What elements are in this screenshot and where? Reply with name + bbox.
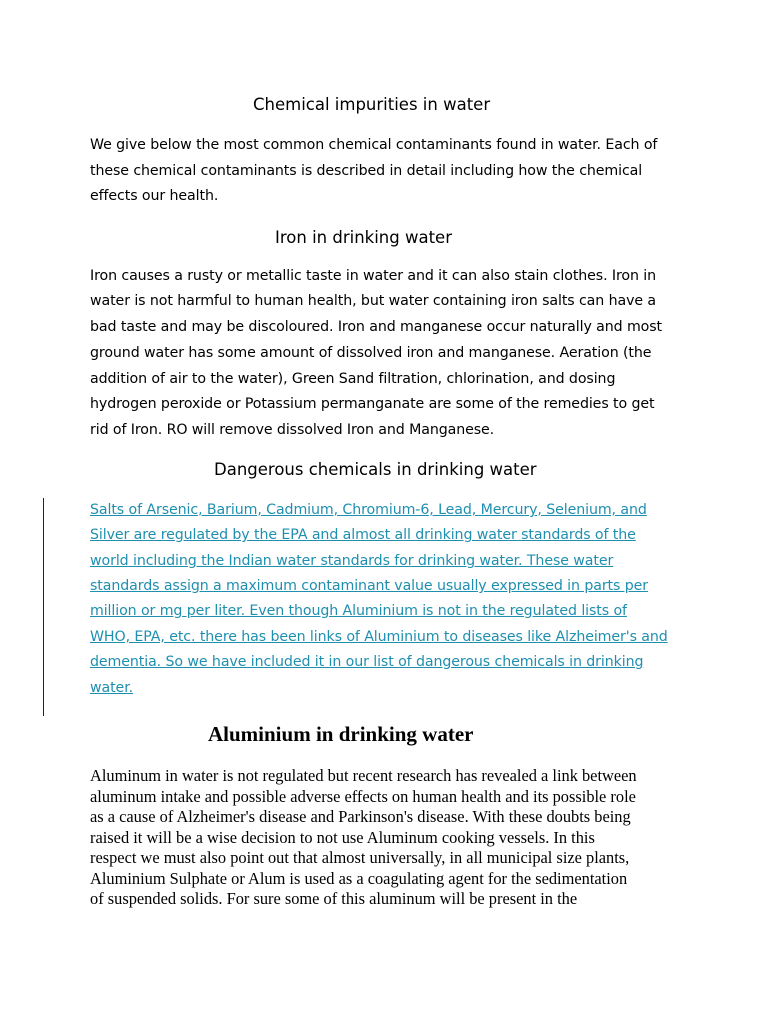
hyperlink-line[interactable]: Silver are regulated by the EPA and almost all drinking water standards of the	[90, 527, 636, 543]
aluminium-line: respect we must also point out that almost universally, in all municipal size plants,	[90, 848, 630, 867]
hyperlink-line[interactable]: world including the Indian water standards for drinking water. These water	[90, 553, 614, 569]
hyperlink-line[interactable]: water.	[90, 680, 134, 696]
revision-bar	[43, 498, 44, 716]
hyperlink-line[interactable]: million or mg per liter. Even though Aluminium is not in the regulated lists of	[90, 603, 627, 619]
aluminium-line: aluminum intake and possible adverse effects on human health and its possible role	[90, 787, 636, 806]
iron-line: hydrogen peroxide or Potassium permanganate are some of the remedies to get	[90, 396, 655, 412]
intro-line: We give below the most common chemical contaminants found in water. Each of	[90, 137, 658, 153]
heading-aluminium: Aluminium in drinking water	[208, 722, 474, 746]
iron-line: bad taste and may be discoloured. Iron and manganese occur naturally and most	[90, 319, 663, 335]
aluminium-line: of suspended solids. For sure some of this aluminum will be present in the	[90, 889, 578, 908]
iron-line: rid of Iron. RO will remove dissolved Iron and Manganese.	[90, 422, 495, 438]
aluminium-line: as a cause of Alzheimer's disease and Parkinson's disease. With these doubts being	[90, 807, 631, 826]
heading-dangerous-chemicals: Dangerous chemicals in drinking water	[214, 460, 537, 479]
intro-line: these chemical contaminants is described in detail including how the chemical	[90, 163, 643, 179]
aluminium-line: Aluminum in water is not regulated but recent research has revealed a link between	[90, 766, 637, 785]
hyperlink-line[interactable]: dementia. So we have included it in our list of dangerous chemicals in drinking	[90, 654, 644, 670]
hyperlink-line[interactable]: standards assign a maximum contaminant value usually expressed in parts per	[90, 578, 648, 594]
iron-line: addition of air to the water), Green Sand filtration, chlorination, and dosing	[90, 371, 616, 387]
aluminium-line: raised it will be a wise decision to not use Aluminum cooking vessels. In this	[90, 828, 595, 847]
heading-chemical-impurities: Chemical impurities in water	[253, 95, 491, 114]
iron-line: ground water has some amount of dissolved iron and manganese. Aeration (the	[90, 345, 652, 361]
heading-iron: Iron in drinking water	[275, 228, 452, 247]
hyperlink-line[interactable]: WHO, EPA, etc. there has been links of Aluminium to diseases like Alzheimer's and	[90, 629, 668, 645]
iron-line: water is not harmful to human health, but water containing iron salts can have a	[90, 293, 656, 309]
aluminium-line: Aluminium Sulphate or Alum is used as a coagulating agent for the sedimentation	[90, 869, 628, 888]
intro-line: effects our health.	[90, 188, 219, 204]
iron-line: Iron causes a rusty or metallic taste in water and it can also stain clothes. Iron in	[90, 268, 657, 284]
hyperlink-line[interactable]: Salts of Arsenic, Barium, Cadmium, Chromium-6, Lead, Mercury, Selenium, and	[90, 502, 647, 518]
